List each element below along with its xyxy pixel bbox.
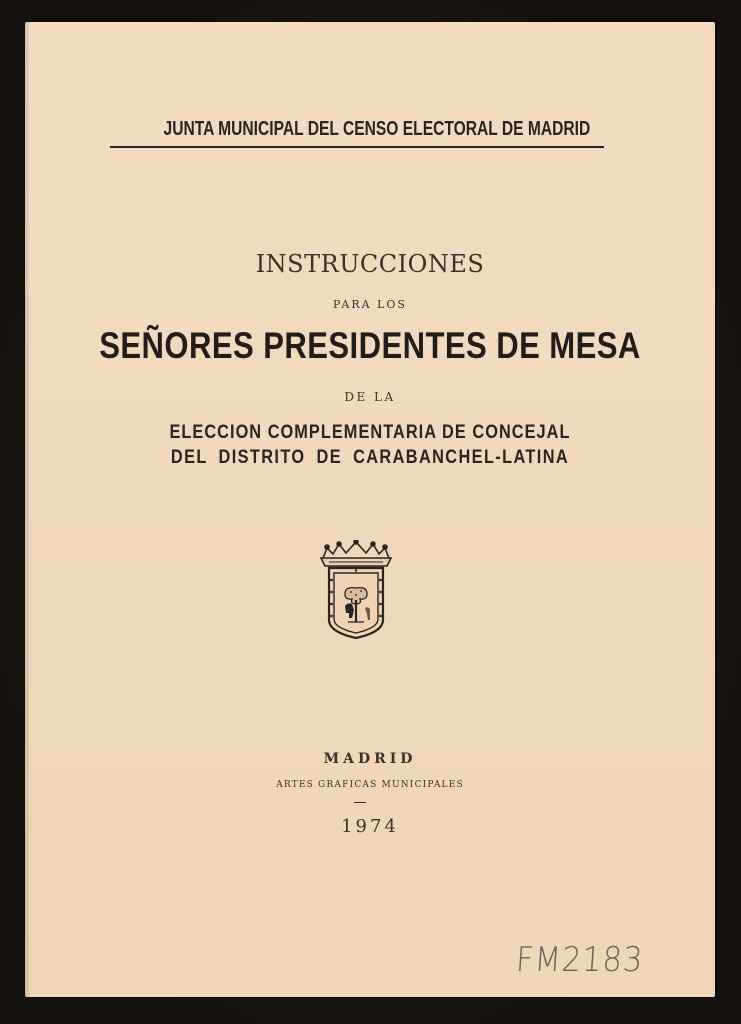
issuing-body-header: JUNTA MUNICIPAL DEL CENSO ELECTORAL DE MADRID	[163, 118, 591, 140]
handwritten-catalog-number: FM2183	[514, 940, 645, 980]
imprint-city: MADRID	[323, 751, 417, 767]
imprint-printer: ARTES GRAFICAS MUNICIPALES	[276, 780, 464, 790]
header-underline	[110, 146, 604, 148]
title-instrucciones: INSTRUCCIONES	[255, 250, 485, 278]
election-line-1: ELECCION COMPLEMENTARIA DE CONCEJAL	[169, 422, 571, 443]
booklet-cover	[25, 22, 715, 997]
imprint-year: 1974	[341, 816, 399, 837]
title-de-la: DE LA	[344, 390, 396, 404]
title-para-los: PARA LOS	[333, 298, 407, 311]
election-line-2: DEL DISTRITO DE CARABANCHEL-LATINA	[170, 447, 570, 468]
imprint-dash	[354, 802, 366, 803]
main-title: SEÑORES PRESIDENTES DE MESA	[99, 325, 641, 366]
madrid-coat-of-arms-icon	[315, 540, 397, 640]
